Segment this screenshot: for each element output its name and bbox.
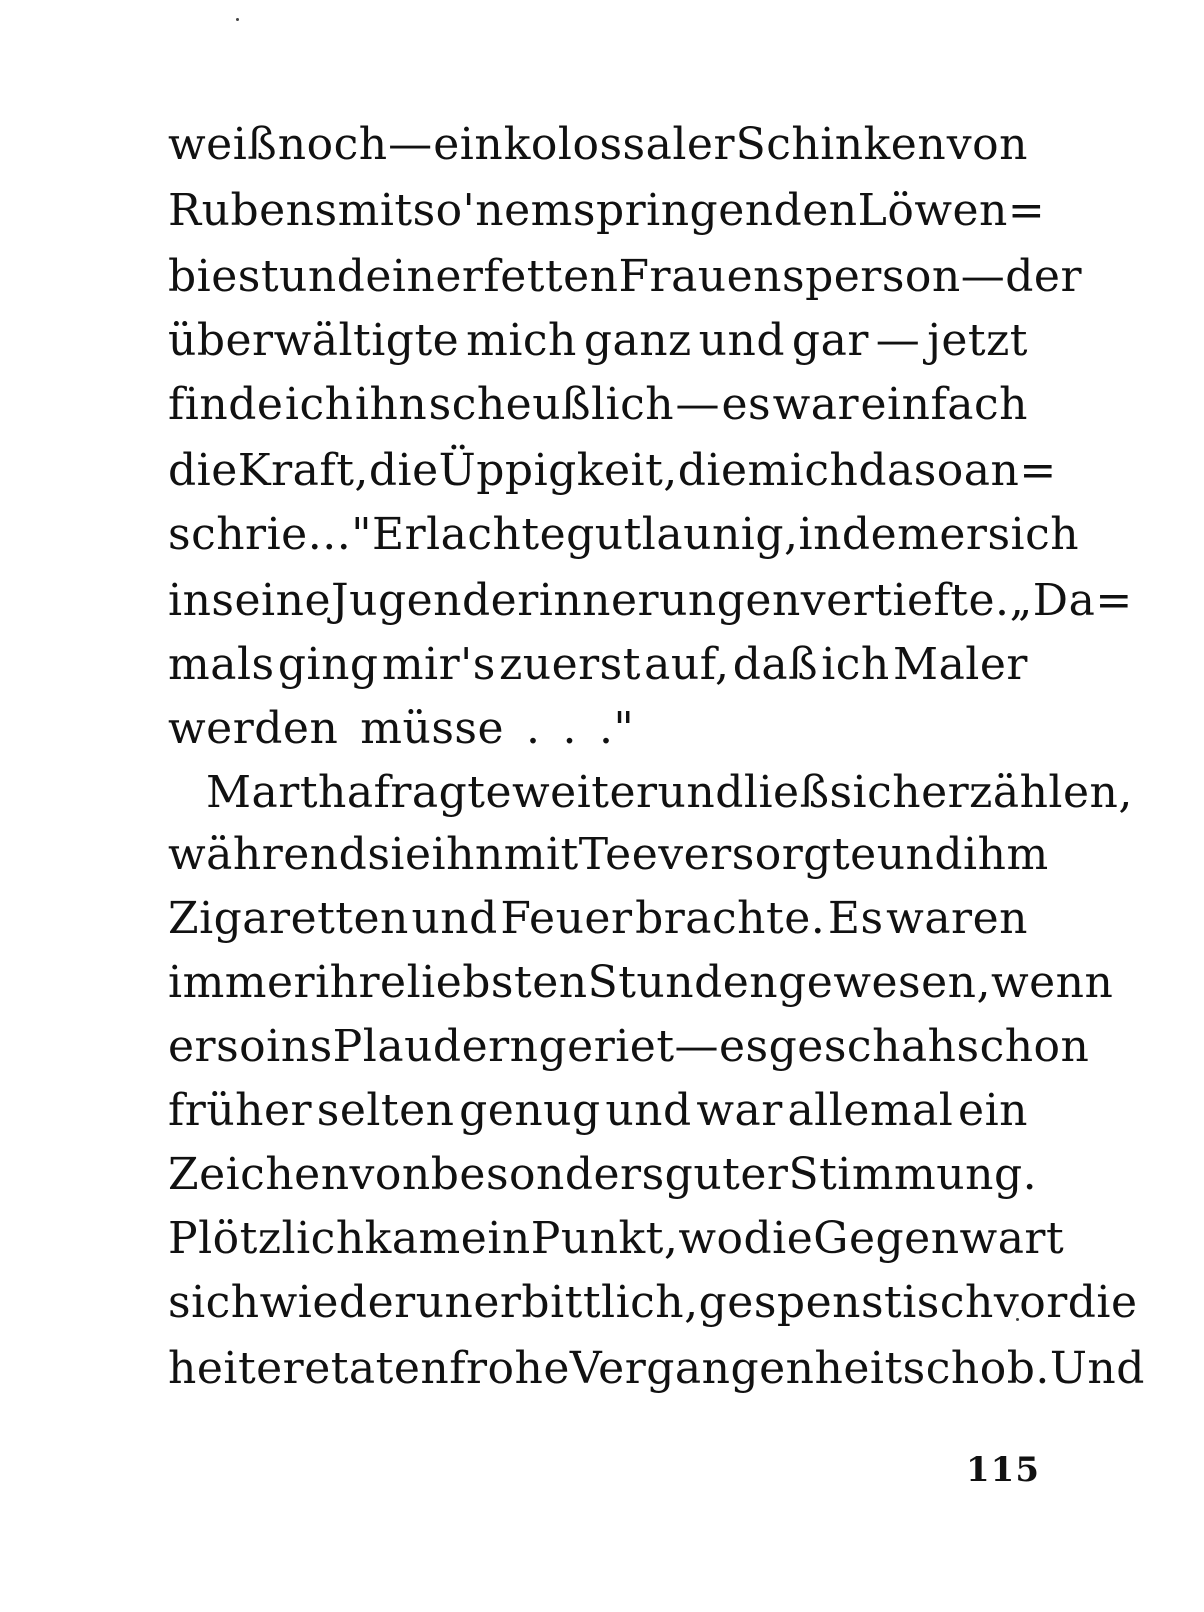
page-number: 115	[966, 1450, 1040, 1490]
text-line: überwältigte mich ganz und gar — jetzt	[168, 315, 1028, 366]
text-line: während sie ihn mit Tee versorgte und ihm	[168, 829, 1049, 880]
text-line: Martha fragte weiter und ließ sich erzählen,	[206, 767, 1133, 818]
text-line: Zigaretten und Feuer brachte. Es waren	[168, 893, 1028, 944]
text-line: früher selten genug und war allemal ein	[168, 1085, 1028, 1136]
text-line: finde ich ihn scheußlich — es war einfach	[168, 379, 1028, 430]
text-line: biest und einer fetten Frauensperson — der	[168, 251, 1082, 302]
text-line: er so ins Plaudern geriet — es geschah schon	[168, 1021, 1090, 1072]
text-line: sich wieder unerbittlich, gespenstisch vor die	[168, 1277, 1138, 1328]
text-line: Plötzlich kam ein Punkt, wo die Gegenwart	[168, 1213, 1065, 1264]
text-line: die Kraft, die Üppigkeit, die mich da so an=	[168, 445, 1057, 496]
text-line: immer ihre liebsten Stunden gewesen, wenn	[168, 957, 1114, 1008]
text-line: in seine Jugenderinnerungen vertiefte. „Da=	[168, 575, 1133, 626]
text-line: schrie . . ." Er lachte gutlaunig, indem er sich	[168, 509, 1080, 560]
text-line: Rubens mit so 'nem springenden Löwen=	[168, 185, 1046, 236]
text-line: weiß noch — ein kolossaler Schinken von	[168, 119, 1028, 170]
text-line: Zeichen von besonders guter Stimmung.	[168, 1149, 1038, 1200]
text-line: heitere tatenfrohe Vergangenheit schob. Und	[168, 1343, 1145, 1394]
page-speck	[236, 18, 239, 21]
text-line: werden müsse . . ."	[168, 703, 635, 754]
text-line: mals ging mir's zuerst auf, daß ich Maler	[168, 639, 1028, 690]
